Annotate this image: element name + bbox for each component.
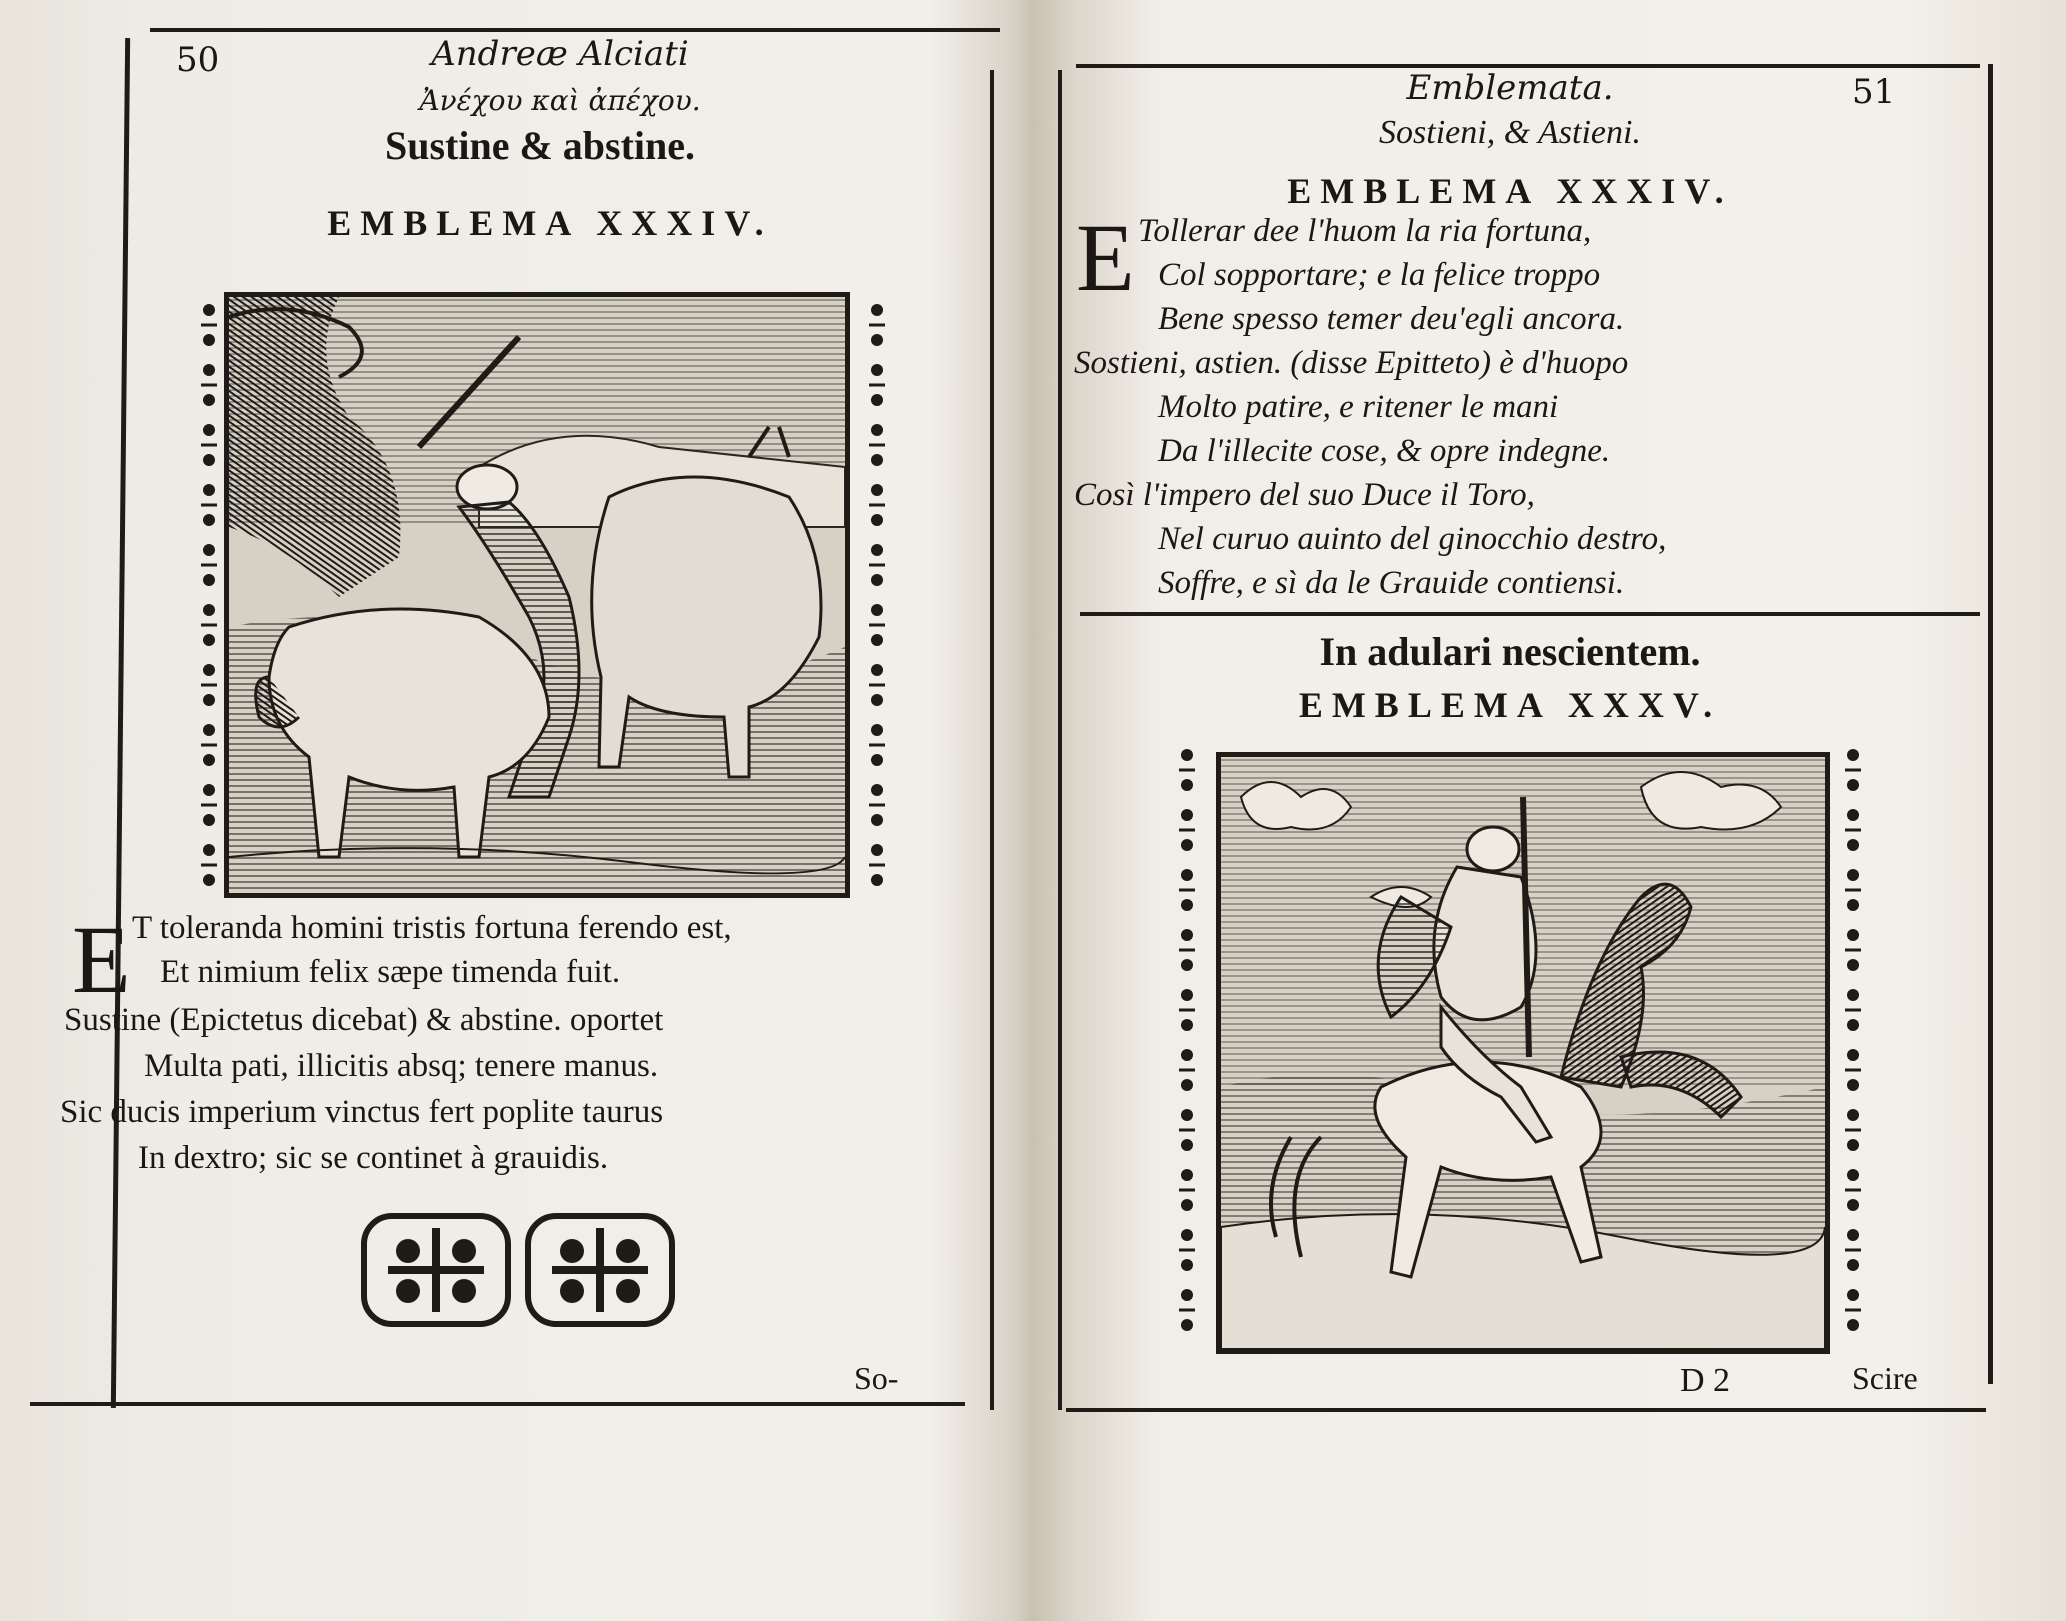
vine-border-left: [196, 300, 222, 890]
verse-line: T toleranda homini tristis fortuna ferendo est,: [132, 910, 732, 946]
verse-line: Sic ducis imperium vinctus fert poplite taurus: [60, 1094, 664, 1130]
vine-border-right: [864, 300, 890, 890]
emblem-heading: EMBLEMA XXXIV.: [327, 203, 773, 243]
page-number: 51: [1852, 72, 1896, 112]
right-page: [1030, 0, 2066, 1621]
page-number: 50: [176, 40, 220, 80]
verse-line: Bene spesso temer deu'egli ancora.: [1158, 301, 1625, 337]
verse-line: Sostieni, astien. (disse Epitteto) è d'huopo: [1074, 345, 1629, 381]
second-emblem-motto: In adulari nescientem.: [1319, 629, 1701, 674]
left-page: [0, 0, 1010, 1621]
frame-rule-left: [1058, 70, 1062, 1410]
latin-verse: [60, 908, 960, 1176]
verse-line: Tollerar dee l'huom la ria fortuna,: [1138, 213, 1592, 249]
verse-line: Et nimium felix sæpe timenda fuit.: [160, 954, 621, 990]
frame-rule-top: [150, 28, 1000, 32]
section-divider-rule: [1080, 612, 1980, 616]
frame-rule-bottom: [30, 1402, 965, 1406]
floral-tailpiece-ornament: [358, 1206, 678, 1334]
vine-border-right: [1840, 745, 1866, 1355]
verse-drop-cap: E: [1076, 204, 1135, 311]
catchword: Scire: [1852, 1360, 1918, 1396]
emblem-heading: EMBLEMA XXXIV.: [1287, 171, 1733, 211]
woodcut-horseman: [1216, 752, 1830, 1354]
greek-motto: Ἀνέχου καὶ ἀπέχου.: [419, 84, 701, 117]
catchword: So-: [854, 1360, 899, 1396]
running-head: Andreæ Alciati: [431, 34, 689, 74]
verse-line: Sustine (Epictetus dicebat) & abstine. oportet: [64, 1002, 664, 1038]
frame-rule-left: [111, 38, 130, 1408]
verse-line: Così l'impero del suo Duce il Toro,: [1074, 477, 1535, 513]
verse-line: Nel curuo auinto del ginocchio destro,: [1158, 521, 1667, 557]
woodcut-herdsman-oxen: [224, 292, 850, 898]
frame-rule-right: [990, 70, 994, 1410]
verse-line: In dextro; sic se continet à grauidis.: [138, 1140, 609, 1176]
second-emblem-heading: EMBLEMA XXXV.: [1298, 685, 1722, 725]
verse-line: Molto patire, e ritener le mani: [1158, 389, 1559, 425]
verse-line: Multa pati, illicitis absq; tenere manus.: [144, 1048, 659, 1084]
verse-line: Da l'illecite cose, & opre indegne.: [1158, 433, 1611, 469]
verse-drop-cap: E: [72, 906, 131, 1013]
italian-verse: [1074, 204, 1974, 610]
frame-rule-right: [1988, 64, 1993, 1384]
signature-mark: D 2: [1680, 1362, 1731, 1399]
vine-border-left: [1174, 745, 1200, 1355]
running-head: Emblemata.: [1406, 68, 1614, 108]
emblem-motto: Sostieni, & Astieni.: [1379, 114, 1641, 151]
verse-line: Soffre, e sì da le Grauide contiensi.: [1158, 565, 1625, 601]
emblem-motto: Sustine & abstine.: [384, 123, 696, 168]
frame-rule-bottom: [1066, 1408, 1986, 1412]
verse-line: Col sopportare; e la felice troppo: [1158, 257, 1601, 293]
